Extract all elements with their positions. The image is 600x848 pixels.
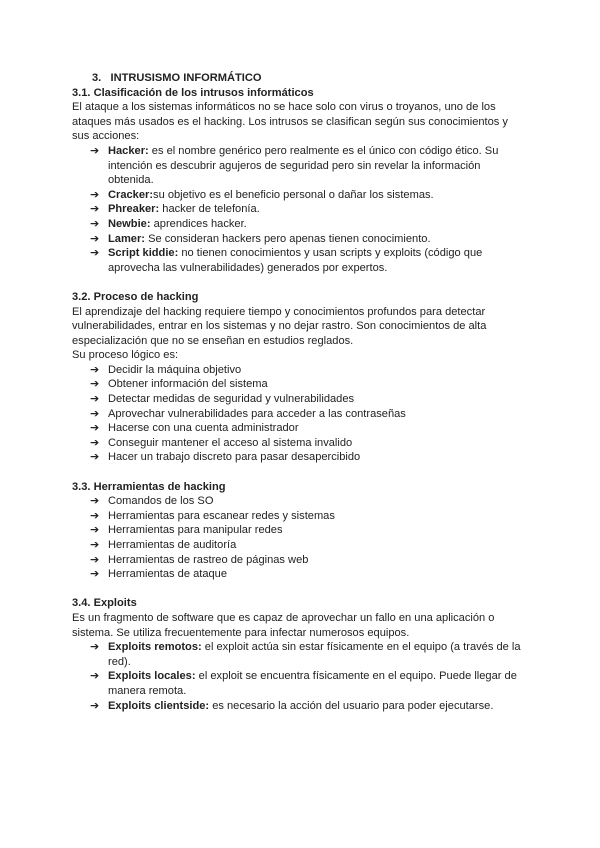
list-item-text: Hacer un trabajo discreto para pasar desapercibido [108, 451, 361, 464]
list-item-text: Detectar medidas de seguridad y vulnerabilidades [108, 393, 355, 406]
list-item [72, 494, 528, 509]
list-item [72, 188, 528, 203]
arrow-bullet-icon: ➔ [90, 203, 100, 216]
arrow-bullet-icon: ➔ [90, 422, 100, 435]
term-label: Exploits locales: [108, 670, 196, 683]
term-label: Phreaker: [108, 203, 160, 216]
term-description: el exploit se encuentra físicamente en el equipo. Puede llegar de manera remota. [108, 670, 517, 697]
subsection-title-3-3: 3.3. Herramientas de hacking [72, 480, 226, 493]
hacking-process-list [72, 363, 528, 465]
term-label: Exploits remotos: [108, 641, 202, 654]
list-item [72, 538, 528, 553]
document-content [72, 71, 528, 713]
list-item [72, 523, 528, 538]
spacer [72, 275, 528, 290]
arrow-bullet-icon: ➔ [90, 407, 100, 420]
section-number: 3. [92, 72, 102, 84]
term-label: Exploits clientside: [108, 699, 210, 712]
arrow-bullet-icon: ➔ [90, 451, 100, 464]
list-item-text: Hacerse con una cuenta administrador [108, 422, 299, 435]
list-item [72, 669, 528, 698]
exploit-type-list [72, 640, 528, 713]
list-item [72, 246, 528, 275]
list-item [72, 144, 528, 188]
list-item [72, 450, 528, 465]
list-item [72, 421, 528, 436]
subsection-intro-3-2: El aprendizaje del hacking requiere tiempo y conocimientos profundos para detectar vulnerabilidades, entrar en los sistemas y no dejar rastro. Son conocimientos de alta especialización que no se enseñan en estudios reglados. [72, 305, 487, 347]
list-item [72, 217, 528, 232]
list-item [72, 699, 528, 714]
arrow-bullet-icon: ➔ [90, 188, 100, 201]
term-description: es necesario la acción del usuario para poder ejecutarse. [209, 699, 494, 712]
arrow-bullet-icon: ➔ [90, 568, 100, 581]
term-description: el exploit actúa sin estar físicamente en el equipo (a través de la red). [108, 641, 521, 668]
term-description: es el nombre genérico pero realmente es el único con código ético. Su intención es descubrir agujeros de seguridad pero sin revelar la información obtenida. [108, 144, 499, 187]
term-description: aprendices hacker. [150, 217, 247, 230]
arrow-bullet-icon: ➔ [90, 378, 100, 391]
list-item-text: Herramientas de rastreo de páginas web [108, 553, 309, 566]
list-item-text: Aprovechar vulnerabilidades para acceder a las contraseñas [108, 407, 406, 420]
arrow-bullet-icon: ➔ [90, 524, 100, 537]
list-item [72, 202, 528, 217]
list-item [72, 553, 528, 568]
list-item-text: Herramientas para manipular redes [108, 524, 283, 537]
section-title: INTRUSISMO INFORMÁTICO [110, 72, 262, 84]
list-item [72, 407, 528, 422]
arrow-bullet-icon: ➔ [90, 495, 100, 508]
list-item-text: Conseguir mantener el acceso al sistema invalido [108, 436, 353, 449]
process-lead: Su proceso lógico es: [72, 349, 179, 362]
term-label: Hacker: [108, 144, 149, 157]
list-item [72, 640, 528, 669]
arrow-bullet-icon: ➔ [90, 641, 100, 654]
list-item [72, 232, 528, 247]
arrow-bullet-icon: ➔ [90, 144, 100, 157]
arrow-bullet-icon: ➔ [90, 363, 100, 376]
list-item [72, 392, 528, 407]
subsection-title-3-4: 3.4. Exploits [72, 597, 137, 610]
arrow-bullet-icon: ➔ [90, 393, 100, 406]
list-item-text: Herramientas de auditoría [108, 539, 237, 551]
subsection-intro-3-4: Es un fragmento de software que es capaz de aprovechar un fallo en una aplicación o sistema. Se utiliza frecuentemente para infectar numerosos equipos. [72, 611, 495, 639]
hacking-tools-list [72, 494, 528, 582]
arrow-bullet-icon: ➔ [90, 509, 100, 522]
term-label: Script kiddie: [108, 247, 179, 260]
term-description: su objetivo es el beneficio personal o dañar los sistemas. [153, 188, 434, 201]
subsection-title-3-1: 3.1. Clasificación de los intrusos informáticos [72, 86, 314, 99]
arrow-bullet-icon: ➔ [90, 232, 100, 245]
term-description: no tienen conocimientos y usan scripts y exploits (código que aprovecha las vulnerabilidades) generados por expertos. [108, 247, 483, 274]
arrow-bullet-icon: ➔ [90, 217, 100, 230]
section-heading [72, 71, 528, 86]
term-description: Se consideran hackers pero apenas tienen conocimiento. [145, 232, 431, 245]
list-item [72, 509, 528, 524]
arrow-bullet-icon: ➔ [90, 699, 100, 712]
list-item-text: Herramientas para escanear redes y sistemas [108, 509, 335, 522]
intruder-type-list [72, 144, 528, 275]
subsection-title-3-2: 3.2. Proceso de hacking [72, 290, 199, 303]
arrow-bullet-icon: ➔ [90, 553, 100, 566]
list-item-text: Comandos de los SO [108, 495, 214, 508]
arrow-bullet-icon: ➔ [90, 247, 100, 260]
arrow-bullet-icon: ➔ [90, 436, 100, 449]
list-item [72, 363, 528, 378]
spacer [72, 465, 528, 480]
list-item-text: Herramientas de ataque [108, 568, 228, 581]
list-item [72, 567, 528, 582]
subsection-intro-3-1: El ataque a los sistemas informáticos no se hace solo con virus o troyanos, uno de los ataques más usados es el hacking. Los intrusos se clasifican según sus conocimientos y sus acciones: [72, 101, 508, 143]
spacer [72, 582, 528, 597]
list-item-text: Decidir la máquina objetivo [108, 363, 242, 376]
term-label: Newbie: [108, 217, 151, 230]
arrow-bullet-icon: ➔ [90, 670, 100, 683]
list-item [72, 436, 528, 451]
term-description: hacker de telefonía. [159, 203, 260, 216]
list-item-text: Obtener información del sistema [108, 378, 268, 391]
term-label: Cracker: [108, 188, 154, 201]
arrow-bullet-icon: ➔ [90, 539, 100, 551]
list-item [72, 377, 528, 392]
term-label: Lamer: [108, 232, 145, 245]
